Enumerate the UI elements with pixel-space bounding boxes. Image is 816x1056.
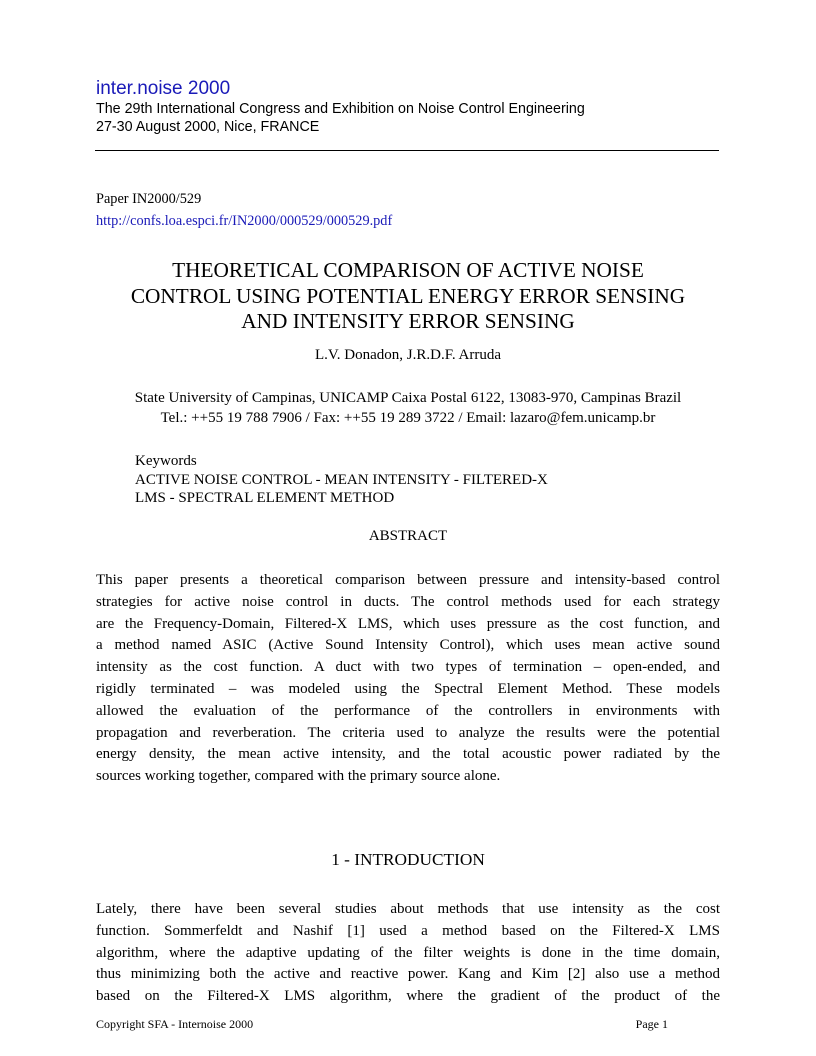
affiliation-contact: Tel.: ++55 19 788 7906 / Fax: ++55 19 289 3722 / Email: lazaro@fem.unicamp.br xyxy=(160,410,656,426)
abstract-line: energy density, the mean active intensity, and the total acoustic power radiated by the xyxy=(96,746,720,763)
authors: L.V. Donadon, J.R.D.F. Arruda xyxy=(314,347,502,363)
affiliation-address: State University of Campinas, UNICAMP Caixa Postal 6122, 13083-970, Campinas Brazil xyxy=(134,390,682,406)
abstract-line: strategies for active noise control in ducts. The control methods used for each strategy xyxy=(96,593,720,610)
abstract-line: a method named ASIC (Active Sound Intensity Control), which uses mean active sound xyxy=(96,637,720,654)
page-footer xyxy=(96,1017,668,1032)
title-line: THEORETICAL COMPARISON OF ACTIVE NOISE xyxy=(172,258,644,282)
paper-url-link[interactable]: http://confs.loa.espci.fr/IN2000/000529/000529.pdf xyxy=(96,213,393,229)
affiliation xyxy=(96,388,720,428)
introduction-line: thus minimizing both the active and reactive power. Kang and Kim [2] also use a method xyxy=(96,966,720,983)
conference-description: The 29th International Congress and Exhibition on Noise Control Engineering xyxy=(96,101,585,117)
paper-id: Paper IN2000/529 xyxy=(96,191,202,207)
paper-title xyxy=(96,258,720,335)
introduction-line: function. Sommerfeldt and Nashif [1] used a method based on the Filtered-X LMS xyxy=(96,922,720,939)
footer-copyright: Copyright SFA - Internoise 2000 xyxy=(96,1017,254,1031)
title-line: CONTROL USING POTENTIAL ENERGY ERROR SENSING xyxy=(130,283,686,308)
abstract-line: propagation and reverberation. The criteria used to analyze the results were the potential xyxy=(96,724,720,741)
abstract-line: sources working together, compared with the primary source alone. xyxy=(96,768,501,785)
introduction-line: Lately, there have been several studies about methods that use intensity as the cost xyxy=(96,901,720,917)
introduction-line: based on the Filtered-X LMS algorithm, where the gradient of the product of the xyxy=(96,988,720,1005)
keywords-line: LMS - SPECTRAL ELEMENT METHOD xyxy=(135,490,395,506)
introduction-line: algorithm, where the adaptive updating of the filter weights is done in the time domain, xyxy=(96,944,720,961)
abstract-line: intensity as the cost function. A duct with two types of termination – open-ended, and xyxy=(96,659,720,676)
abstract-line: allowed the evaluation of the performance of the controllers in environments with xyxy=(96,702,720,719)
conference-name: inter.noise 2000 xyxy=(96,78,231,99)
header-divider xyxy=(95,150,719,151)
footer-page-number: Page 1 xyxy=(635,1017,668,1031)
introduction-body xyxy=(96,899,720,1008)
abstract-heading: ABSTRACT xyxy=(368,528,448,544)
abstract-line: This paper presents a theoretical comparison between pressure and intensity-based control xyxy=(96,572,720,588)
keywords-line: ACTIVE NOISE CONTROL - MEAN INTENSITY - FILTERED-X xyxy=(135,471,548,488)
conference-date-location: 27-30 August 2000, Nice, FRANCE xyxy=(96,119,320,135)
keywords-block xyxy=(135,452,548,508)
title-line: AND INTENSITY ERROR SENSING xyxy=(241,309,575,333)
abstract-line: are the Frequency-Domain, Filtered-X LMS, which uses pressure as the cost function, and xyxy=(96,615,720,632)
abstract-line: rigidly terminated – was modeled using the Spectral Element Method. These models xyxy=(96,680,720,697)
keywords-heading: Keywords xyxy=(135,453,197,469)
abstract-body xyxy=(96,570,720,788)
section-heading-introduction: 1 - INTRODUCTION xyxy=(331,850,485,869)
